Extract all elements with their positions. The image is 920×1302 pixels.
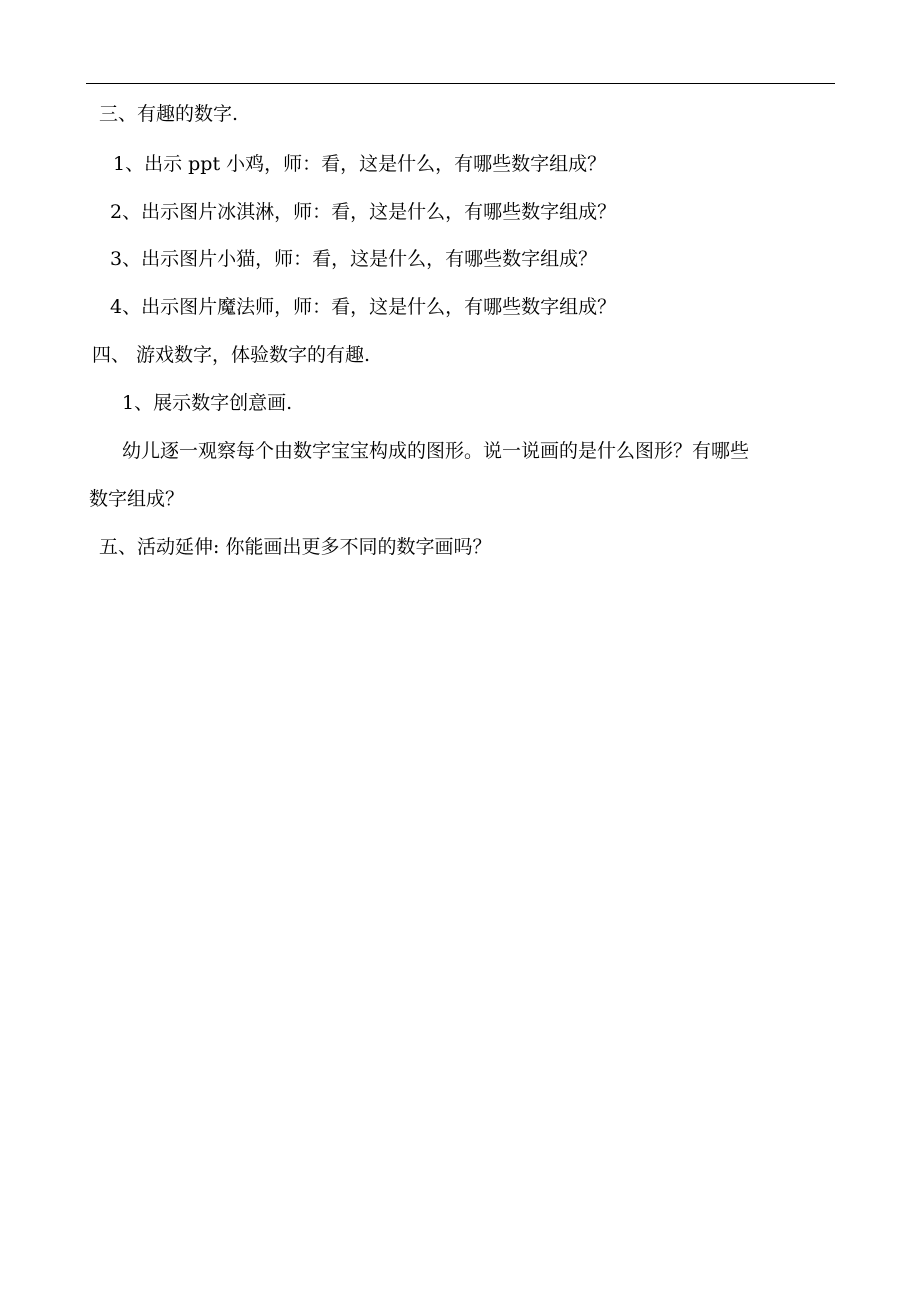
header-rule	[86, 83, 835, 84]
paragraph-line-2: 数字组成？	[89, 488, 185, 510]
list-item-creative-drawing: 1、展示数字创意画.	[122, 392, 293, 414]
paragraph-line-1: 幼儿逐一观察每个由数字宝宝构成的图形。说一说画的是什么图形？有哪些	[122, 440, 750, 462]
list-item-ice-cream: 2、出示图片冰淇淋，师：看，这是什么，有哪些数字组成？	[110, 201, 617, 223]
list-item-kitten: 3、出示图片小猫，师：看，这是什么，有哪些数字组成？	[110, 248, 598, 270]
section-heading-five: 五、活动延伸: 你能画出更多不同的数字画吗？	[99, 536, 492, 558]
section-heading-three: 三、有趣的数字.	[99, 103, 239, 125]
list-item-chick: 1、出示 ppt 小鸡，师：看，这是什么，有哪些数字组成？	[113, 153, 607, 175]
section-heading-four: 四、 游戏数字，体验数字的有趣.	[92, 344, 371, 366]
list-item-magician: 4、出示图片魔法师，师：看，这是什么，有哪些数字组成？	[110, 296, 617, 318]
